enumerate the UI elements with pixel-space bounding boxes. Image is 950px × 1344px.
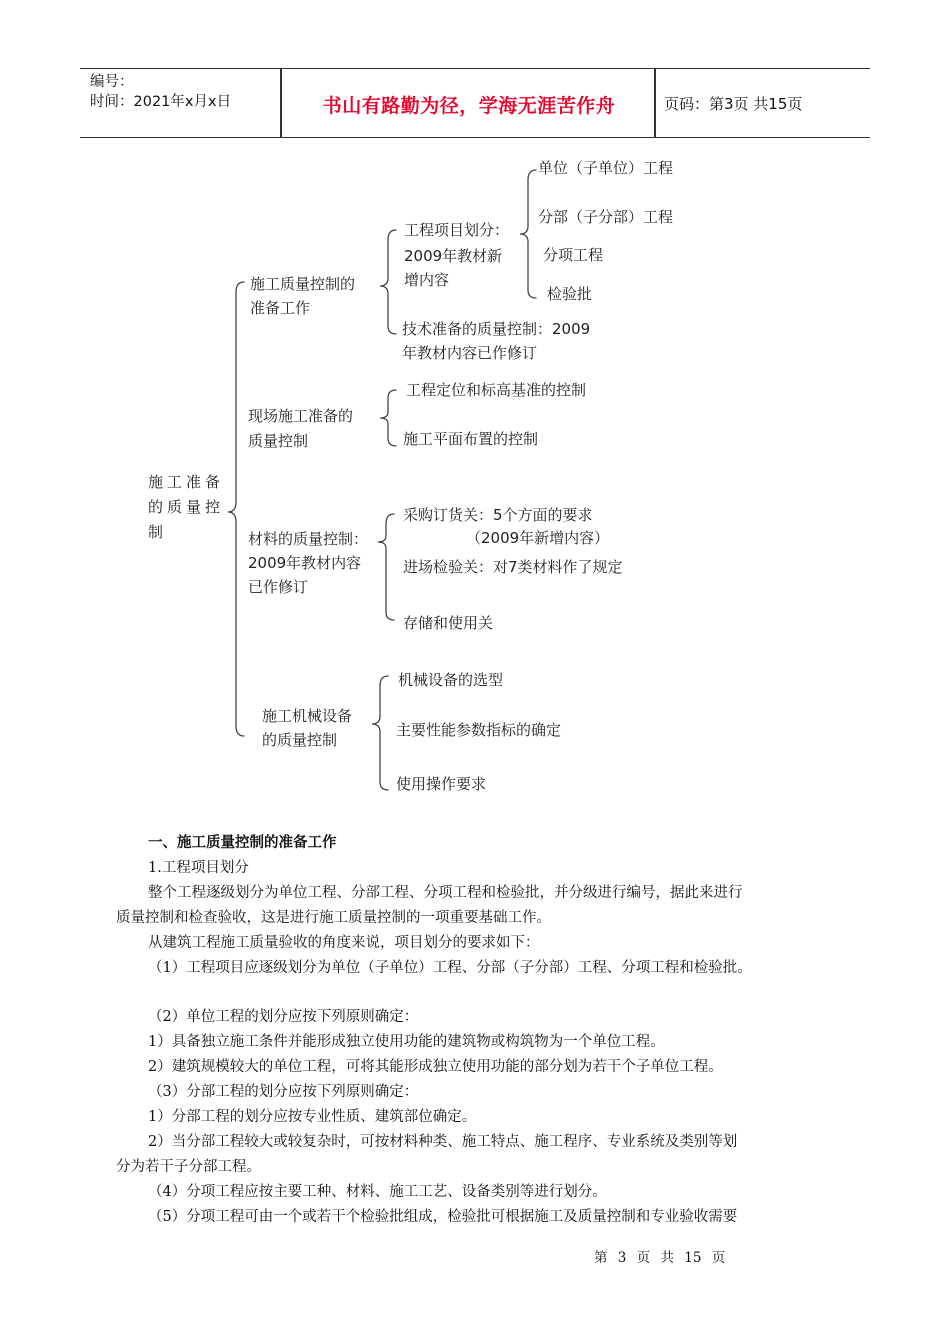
date-label: 时间：2021年x月x日 [90,94,232,110]
branch3-label-line2: 2009年教材内容 [248,554,362,572]
division-label-line2: 2009年教材新 [404,247,503,265]
list-item-4: （4）分项工程应按主要工种、材料、施工工艺、设备类别等进行划分。 [148,1184,607,1200]
list-item-3-1: 1）分部工程的划分应按专业性质、建筑部位确定。 [148,1109,477,1125]
section-heading: 一、施工质量控制的准备工作 [148,835,337,851]
paragraph-1-line-1: 整个工程逐级划分为单位工程、分部工程、分项工程和检验批，并分级进行编号，据此来进行 [148,885,743,901]
leaf-sub-item-project: 分项工程 [543,246,604,264]
leaf-performance-params: 主要性能参数指标的确定 [396,721,562,739]
leaf-unit-project: 单位（子单位）工程 [538,159,674,177]
paragraph-2: 从建筑工程施工质量验收的角度来说，项目划分的要求如下： [148,935,540,951]
division-label-line1: 工程项目划分： [404,221,510,239]
tech-prep-line1: 技术准备的质量控制：2009 [402,320,591,338]
leaf-storage-use: 存储和使用关 [403,614,494,632]
leaf-equipment-selection: 机械设备的选型 [398,671,504,689]
branch3-label-line3: 已作修订 [248,578,309,596]
branch3-label-line1: 材料的质量控制： [248,530,369,548]
page-indicator: 页码：第3页 共15页 [664,95,803,113]
list-item-3-2-line-2: 分为若干子分部工程。 [116,1159,261,1175]
paragraph-1-line-2: 质量控制和检查验收，这是进行施工质量控制的一项重要基础工作。 [116,910,551,926]
leaf-procurement: 采购订货关：5个方面的要求 [403,506,593,524]
list-item-2: （2）单位工程的划分应按下列原则确定： [148,1009,419,1025]
tech-prep-line2: 年教材内容已作修订 [402,344,538,362]
root-node: 施工准备的质量控制 [148,473,225,541]
branch4-label-line1: 施工机械设备 [262,707,353,725]
branch1-label-line2: 准备工作 [250,299,311,317]
leaf-incoming-inspection: 进场检验关：对7类材料作了规定 [403,558,623,576]
motto: 书山有路勤为径，学海无涯苦作舟 [322,95,616,117]
leaf-procurement-note: （2009年新增内容） [466,529,610,547]
list-item-3-2-line-1: 2）当分部工程较大或较复杂时，可按材料种类、施工特点、施工程序、专业系统及类别等划 [148,1134,738,1150]
branch2-label-line1: 现场施工准备的 [248,407,354,425]
list-item-5: （5）分项工程可由一个或若干个检验批组成，检验批可根据施工及质量控制和专业验收需要 [148,1209,738,1225]
leaf-operation-requirements: 使用操作要求 [396,775,487,793]
branch2-label-line2: 质量控制 [248,432,309,450]
sub-heading: 1.工程项目划分 [148,860,249,876]
list-item-3: （3）分部工程的划分应按下列原则确定： [148,1084,419,1100]
list-item-1: （1）工程项目应逐级划分为单位（子单位）工程、分部（子分部）工程、分项工程和检验批。 [148,960,752,976]
list-item-2-2: 2）建筑规模较大的单位工程，可将其能形成独立使用功能的部分划为若干个子单位工程。 [148,1059,723,1075]
list-item-2-1: 1）具备独立施工条件并能形成独立使用功能的建筑物或构筑物为一个单位工程。 [148,1034,665,1050]
leaf-division-project: 分部（子分部）工程 [538,208,674,226]
branch4-label-line2: 的质量控制 [262,731,338,749]
page-footer: 第 3 页 共 15 页 [594,1250,726,1266]
leaf-positioning-control: 工程定位和标高基准的控制 [406,381,587,399]
leaf-site-layout-control: 施工平面布置的控制 [403,430,539,448]
branch1-label-line1: 施工质量控制的 [250,275,356,293]
division-label-line3: 增内容 [404,271,450,289]
number-label: 编号： [90,74,134,90]
leaf-inspection-lot: 检验批 [547,285,593,303]
